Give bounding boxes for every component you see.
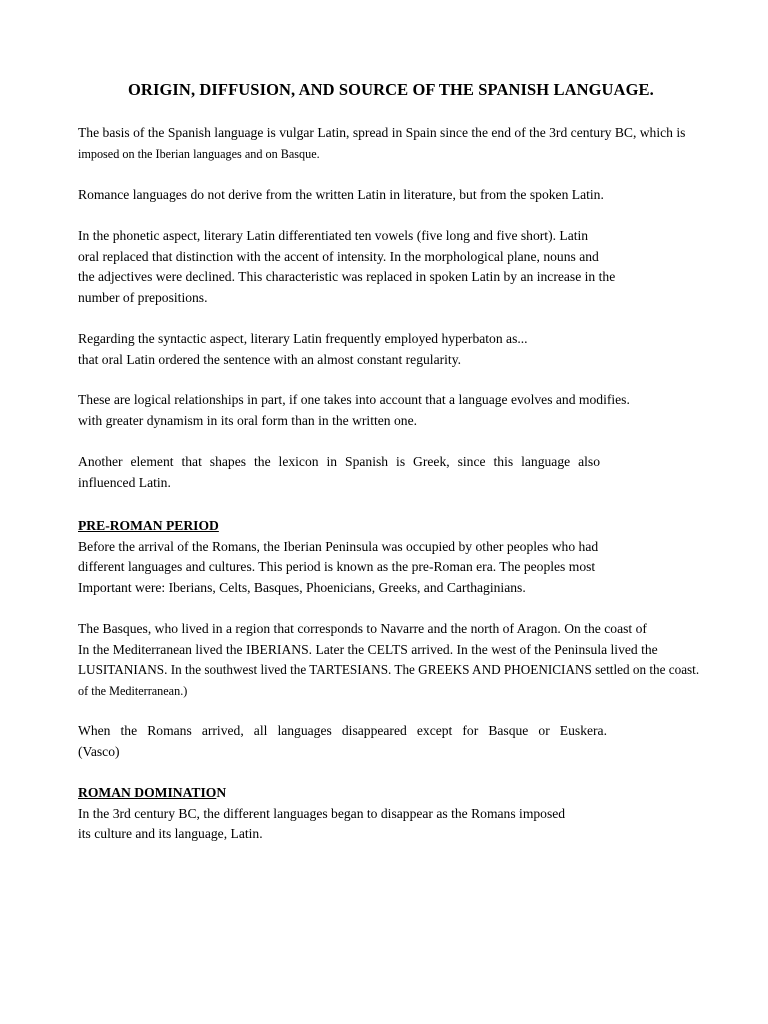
paragraph-line: the adjectives were declined. This characteristic was replaced in spoken Latin by an increase in the <box>78 269 616 285</box>
section-heading-tail: N <box>216 785 227 800</box>
paragraph-line: different languages and cultures. This period is known as the pre-Roman era. The peoples most <box>78 559 596 575</box>
paragraph-line: Another element that shapes the lexicon in Spanish is Greek, since this language also <box>78 454 600 469</box>
paragraph-line: influenced Latin. <box>78 474 171 490</box>
paragraph-line: Before the arrival of the Romans, the Iberian Peninsula was occupied by other peoples who had <box>78 538 599 554</box>
paragraph-syntactic <box>78 329 528 370</box>
section-heading-underlined: ROMAN DOMINATIO <box>78 785 217 800</box>
paragraph-line: In the Mediterranean lived the IBERIANS. Later the CELTS arrived. In the west of the Peninsula lived the <box>78 641 658 657</box>
section-pre-roman <box>78 516 598 598</box>
paragraph-basis <box>78 123 685 164</box>
section-heading: PRE-ROMAN PERIOD <box>78 518 219 533</box>
paragraph-basques <box>78 619 699 701</box>
paragraph-line: oral replaced that distinction with the accent of intensity. In the morphological plane, nouns and <box>78 248 599 264</box>
paragraph-line: of the Mediterranean.) <box>78 683 188 698</box>
paragraph-line: In the phonetic aspect, literary Latin differentiated ten vowels (five long and five short). Latin <box>78 228 589 243</box>
paragraph-greek <box>78 452 600 493</box>
paragraph-line: number of prepositions. <box>78 289 208 305</box>
paragraph-line: with greater dynamism in its oral form than in the written one. <box>78 412 418 428</box>
paragraph-line: When the Romans arrived, all languages disappeared except for Basque or Euskera. <box>78 723 607 738</box>
paragraph-line: Important were: Iberians, Celts, Basques, Phoenicians, Greeks, and Carthaginians. <box>78 579 526 595</box>
paragraph-line: Romance languages do not derive from the written Latin in literature, but from the spoken Latin. <box>78 187 604 202</box>
document-title: ORIGIN, DIFFUSION, AND SOURCE OF THE SPANISH LANGUAGE. <box>128 80 654 99</box>
paragraph-line: The basis of the Spanish language is vulgar Latin, spread in Spain since the end of the 3rd century BC, which is <box>78 125 686 140</box>
paragraph-line: In the 3rd century BC, the different languages began to disappear as the Romans imposed <box>78 805 566 821</box>
paragraph-line: Regarding the syntactic aspect, literary Latin frequently employed hyperbaton as... <box>78 331 528 346</box>
paragraph-line: its culture and its language, Latin. <box>78 826 263 842</box>
section-roman-domination <box>78 783 565 845</box>
paragraph-line: LUSITANIANS. In the southwest lived the TARTESIANS. The GREEKS AND PHOENICIANS settled on the coast. <box>78 662 700 678</box>
paragraph-line: (Vasco) <box>78 743 120 759</box>
paragraph-line: that oral Latin ordered the sentence with an almost constant regularity. <box>78 351 462 367</box>
paragraph-phonetic <box>78 226 615 308</box>
paragraph-logical <box>78 390 630 431</box>
paragraph-line: imposed on the Iberian languages and on Basque. <box>78 146 320 161</box>
paragraph-line: The Basques, who lived in a region that corresponds to Navarre and the north of Aragon. On the coast of <box>78 621 647 636</box>
paragraph-line: These are logical relationships in part, if one takes into account that a language evolves and modifies. <box>78 392 630 407</box>
section-heading <box>78 783 565 804</box>
paragraph-romans-arrived <box>78 721 607 762</box>
paragraph-romance <box>78 185 604 206</box>
